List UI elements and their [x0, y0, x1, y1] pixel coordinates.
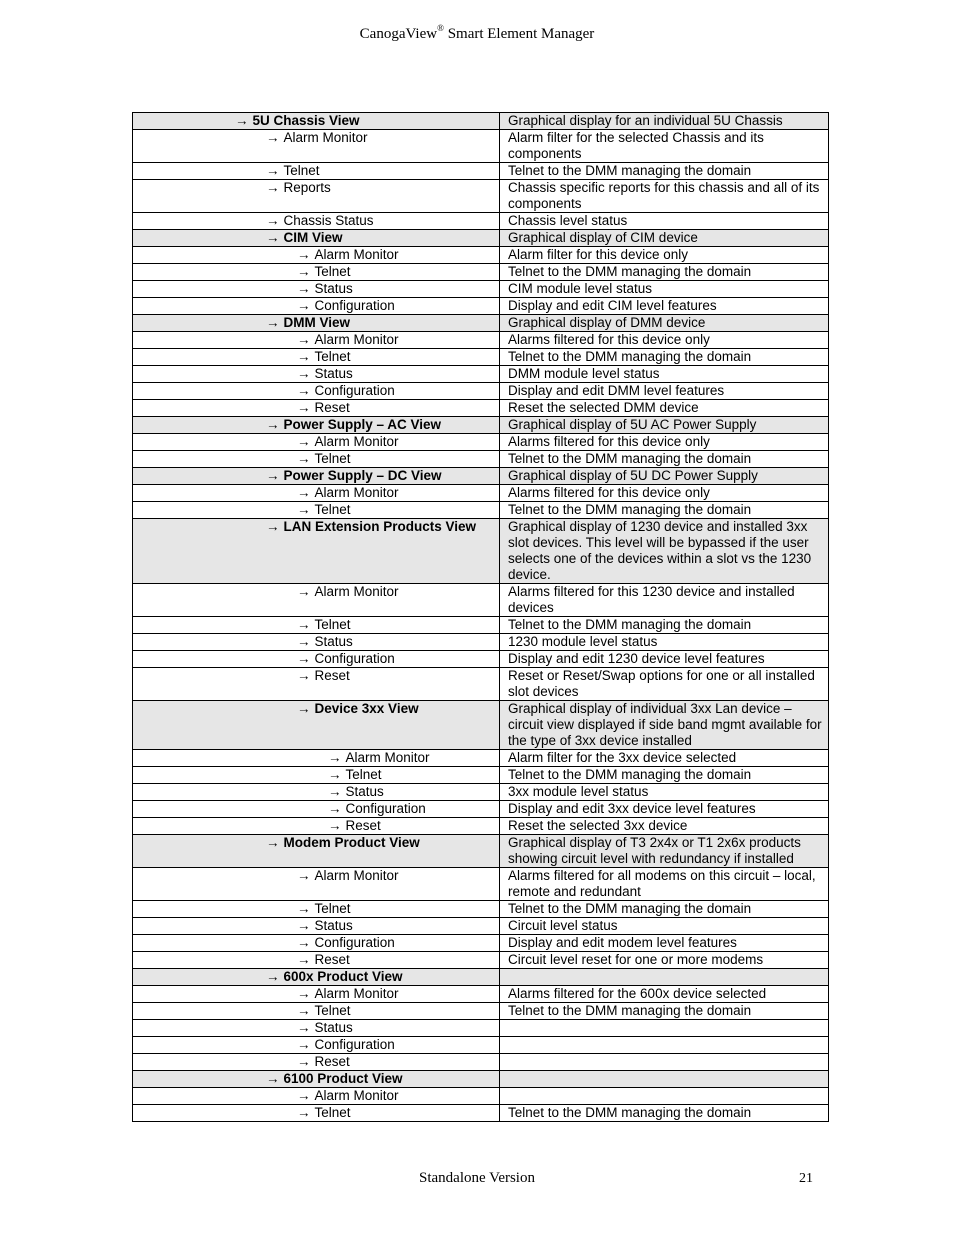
feature-item-label: Telnet	[345, 767, 382, 782]
feature-item-cell	[133, 1003, 500, 1020]
feature-item-label: CIM View	[283, 230, 343, 245]
table-row	[133, 750, 829, 767]
arrow-right-icon: →	[266, 130, 280, 145]
feature-description: Circuit level status	[500, 918, 829, 935]
feature-item-label: Status	[314, 366, 353, 381]
feature-item-cell	[133, 767, 500, 784]
feature-description: Display and edit 1230 device level features	[500, 651, 829, 668]
table-row	[133, 180, 829, 213]
feature-item-label: Configuration	[314, 651, 395, 666]
feature-item-label: LAN Extension Products View	[283, 519, 477, 534]
table-section-row	[133, 519, 829, 584]
table-row	[133, 952, 829, 969]
feature-item-label: Configuration	[345, 801, 426, 816]
arrow-right-icon: →	[328, 750, 342, 765]
arrow-right-icon: →	[297, 332, 311, 347]
feature-description: Reset or Reset/Swap options for one or all installed slot devices	[500, 668, 829, 701]
feature-item-label: Status	[314, 634, 353, 649]
arrow-right-icon: →	[266, 969, 280, 984]
feature-description: Telnet to the DMM managing the domain	[500, 451, 829, 468]
feature-description: Alarms filtered for the 600x device selected	[500, 986, 829, 1003]
arrow-right-icon: →	[297, 264, 311, 279]
feature-description: Alarms filtered for this 1230 device and installed devices	[500, 584, 829, 617]
table-row	[133, 617, 829, 634]
feature-description: Reset the selected DMM device	[500, 400, 829, 417]
arrow-right-icon: →	[297, 901, 311, 916]
arrow-right-icon: →	[328, 801, 342, 816]
feature-description: Chassis specific reports for this chassis and all of its components	[500, 180, 829, 213]
header-title: CanogaView	[359, 26, 438, 42]
arrow-right-icon: →	[297, 651, 311, 666]
feature-item-label: Configuration	[314, 298, 395, 313]
table-row	[133, 383, 829, 400]
feature-item-label: Chassis Status	[283, 213, 374, 228]
arrow-right-icon: →	[297, 400, 311, 415]
table-section-row	[133, 315, 829, 332]
table-row	[133, 1054, 829, 1071]
feature-description: Graphical display of T3 2x4x or T1 2x6x products showing circuit level with redundancy if installed	[500, 835, 829, 868]
arrow-right-icon: →	[297, 584, 311, 599]
arrow-right-icon: →	[266, 835, 280, 850]
feature-description: Graphical display of 1230 device and installed 3xx slot devices. This level will be bypassed if the user selects one of the devices within a slot vs the 1230 device.	[500, 519, 829, 584]
arrow-right-icon: →	[297, 1105, 311, 1120]
table-section-row	[133, 1071, 829, 1088]
feature-description: Alarms filtered for all modems on this circuit – local, remote and redundant	[500, 868, 829, 901]
arrow-right-icon: →	[297, 247, 311, 262]
feature-item-label: Alarm Monitor	[314, 247, 399, 262]
arrow-right-icon: →	[297, 281, 311, 296]
feature-item-label: Alarm Monitor	[345, 750, 430, 765]
arrow-right-icon: →	[297, 383, 311, 398]
feature-item-cell	[133, 818, 500, 835]
feature-description: Telnet to the DMM managing the domain	[500, 1105, 829, 1122]
feature-description: Graphical display of CIM device	[500, 230, 829, 247]
feature-description	[500, 1088, 829, 1105]
feature-item-label: Status	[314, 918, 353, 933]
feature-item-label: Telnet	[314, 264, 351, 279]
feature-description: Telnet to the DMM managing the domain	[500, 1003, 829, 1020]
feature-description	[500, 1020, 829, 1037]
feature-item-cell	[133, 918, 500, 935]
feature-item-cell	[133, 1037, 500, 1054]
feature-item-label: Status	[314, 1020, 353, 1035]
table-row	[133, 767, 829, 784]
table-row	[133, 349, 829, 366]
feature-item-label: Telnet	[314, 901, 351, 916]
table-row	[133, 1020, 829, 1037]
feature-item-label: Alarm Monitor	[314, 332, 399, 347]
feature-description: Graphical display of DMM device	[500, 315, 829, 332]
feature-description	[500, 1071, 829, 1088]
table-row	[133, 213, 829, 230]
feature-description: Display and edit CIM level features	[500, 298, 829, 315]
feature-item-label: Configuration	[314, 935, 395, 950]
feature-item-cell	[133, 935, 500, 952]
arrow-right-icon: →	[297, 935, 311, 950]
table-row	[133, 986, 829, 1003]
feature-item-label: 5U Chassis View	[252, 113, 360, 128]
feature-item-cell	[133, 701, 500, 750]
arrow-right-icon: →	[266, 230, 280, 245]
feature-description: Telnet to the DMM managing the domain	[500, 349, 829, 366]
feature-item-label: Telnet	[283, 163, 320, 178]
table-row	[133, 298, 829, 315]
feature-item-cell	[133, 130, 500, 163]
table-row	[133, 130, 829, 163]
registered-mark: ®	[437, 23, 444, 33]
feature-item-cell	[133, 986, 500, 1003]
feature-item-cell	[133, 668, 500, 701]
feature-item-label: Telnet	[314, 617, 351, 632]
arrow-right-icon: →	[266, 1071, 280, 1086]
table-row	[133, 668, 829, 701]
feature-description: Reset the selected 3xx device	[500, 818, 829, 835]
table-row	[133, 935, 829, 952]
feature-item-label: Status	[345, 784, 384, 799]
feature-item-cell	[133, 750, 500, 767]
feature-item-label: Reset	[314, 952, 350, 967]
feature-item-cell	[133, 651, 500, 668]
table-row	[133, 332, 829, 349]
feature-item-cell	[133, 230, 500, 247]
feature-item-cell	[133, 434, 500, 451]
table-row	[133, 366, 829, 383]
arrow-right-icon: →	[266, 180, 280, 195]
feature-item-cell	[133, 213, 500, 230]
feature-description: Alarms filtered for this device only	[500, 485, 829, 502]
feature-description: Display and edit DMM level features	[500, 383, 829, 400]
table-row	[133, 264, 829, 281]
table-row	[133, 502, 829, 519]
feature-item-cell	[133, 634, 500, 651]
table-row	[133, 818, 829, 835]
feature-description: Telnet to the DMM managing the domain	[500, 264, 829, 281]
feature-description: Alarms filtered for this device only	[500, 434, 829, 451]
feature-item-cell	[133, 417, 500, 434]
arrow-right-icon: →	[297, 1020, 311, 1035]
feature-description: CIM module level status	[500, 281, 829, 298]
feature-description: Graphical display of 5U AC Power Supply	[500, 417, 829, 434]
feature-item-label: Status	[314, 281, 353, 296]
feature-item-cell	[133, 969, 500, 986]
feature-item-label: Alarm Monitor	[314, 986, 399, 1001]
table-section-row	[133, 701, 829, 750]
feature-item-label: Telnet	[314, 1105, 351, 1120]
feature-item-cell	[133, 451, 500, 468]
table-row	[133, 784, 829, 801]
table-row	[133, 1088, 829, 1105]
feature-description: Graphical display of 5U DC Power Supply	[500, 468, 829, 485]
feature-item-label: Reports	[283, 180, 331, 195]
arrow-right-icon: →	[328, 818, 342, 833]
feature-description: Graphical display of individual 3xx Lan device – circuit view displayed if side band mgmt available for the type of 3xx device installed	[500, 701, 829, 750]
table-section-row	[133, 468, 829, 485]
feature-description: Telnet to the DMM managing the domain	[500, 502, 829, 519]
table-row	[133, 1003, 829, 1020]
table-section-row	[133, 417, 829, 434]
arrow-right-icon: →	[297, 986, 311, 1001]
feature-item-label: Telnet	[314, 451, 351, 466]
feature-description	[500, 969, 829, 986]
feature-description: Telnet to the DMM managing the domain	[500, 163, 829, 180]
feature-item-cell	[133, 163, 500, 180]
table-row	[133, 1037, 829, 1054]
arrow-right-icon: →	[328, 767, 342, 782]
feature-item-label: Configuration	[314, 383, 395, 398]
table-row	[133, 584, 829, 617]
arrow-right-icon: →	[297, 451, 311, 466]
arrow-right-icon: →	[266, 213, 280, 228]
feature-item-cell	[133, 519, 500, 584]
feature-item-cell	[133, 1088, 500, 1105]
footer-version: Standalone Version	[419, 1170, 535, 1186]
feature-item-cell	[133, 901, 500, 918]
feature-description: 1230 module level status	[500, 634, 829, 651]
feature-item-cell	[133, 468, 500, 485]
feature-description: Graphical display for an individual 5U Chassis	[500, 113, 829, 130]
feature-description: 3xx module level status	[500, 784, 829, 801]
feature-item-label: Alarm Monitor	[314, 584, 399, 599]
feature-item-label: DMM View	[283, 315, 351, 330]
page-header	[0, 23, 954, 43]
feature-item-cell	[133, 868, 500, 901]
feature-item-cell	[133, 835, 500, 868]
feature-item-label: Alarm Monitor	[283, 130, 368, 145]
feature-description: Alarm filter for this device only	[500, 247, 829, 264]
feature-item-cell	[133, 298, 500, 315]
feature-description: Display and edit modem level features	[500, 935, 829, 952]
page-number: 21	[799, 1171, 813, 1186]
feature-item-cell	[133, 617, 500, 634]
feature-table-body	[133, 113, 829, 1122]
feature-item-cell	[133, 332, 500, 349]
arrow-right-icon: →	[266, 468, 280, 483]
feature-description: Display and edit 3xx device level features	[500, 801, 829, 818]
feature-item-cell	[133, 383, 500, 400]
feature-item-label: Device 3xx View	[314, 701, 419, 716]
feature-item-cell	[133, 366, 500, 383]
arrow-right-icon: →	[297, 701, 311, 716]
feature-description	[500, 1037, 829, 1054]
table-row	[133, 281, 829, 298]
table-row	[133, 634, 829, 651]
table-row	[133, 163, 829, 180]
arrow-right-icon: →	[328, 784, 342, 799]
feature-item-cell	[133, 801, 500, 818]
feature-item-label: Configuration	[314, 1037, 395, 1052]
arrow-right-icon: →	[297, 1088, 311, 1103]
feature-item-cell	[133, 502, 500, 519]
table-row	[133, 651, 829, 668]
arrow-right-icon: →	[297, 485, 311, 500]
arrow-right-icon: →	[266, 163, 280, 178]
table-section-row	[133, 969, 829, 986]
arrow-right-icon: →	[297, 298, 311, 313]
feature-item-label: Modem Product View	[283, 835, 420, 850]
feature-item-label: Reset	[345, 818, 381, 833]
arrow-right-icon: →	[297, 868, 311, 883]
arrow-right-icon: →	[297, 668, 311, 683]
feature-item-label: Alarm Monitor	[314, 485, 399, 500]
table-row	[133, 918, 829, 935]
feature-item-cell	[133, 180, 500, 213]
feature-item-label: Reset	[314, 668, 350, 683]
feature-description: Alarms filtered for this device only	[500, 332, 829, 349]
arrow-right-icon: →	[297, 1003, 311, 1018]
feature-description: Alarm filter for the selected Chassis and its components	[500, 130, 829, 163]
feature-item-cell	[133, 1105, 500, 1122]
feature-item-label: Reset	[314, 400, 350, 415]
arrow-right-icon: →	[297, 366, 311, 381]
feature-description	[500, 1054, 829, 1071]
header-subtitle: Smart Element Manager	[447, 26, 595, 42]
table-section-row	[133, 230, 829, 247]
feature-item-cell	[133, 584, 500, 617]
feature-item-cell	[133, 315, 500, 332]
arrow-right-icon: →	[297, 1054, 311, 1069]
feature-item-label: Telnet	[314, 349, 351, 364]
feature-item-label: Alarm Monitor	[314, 868, 399, 883]
feature-item-cell	[133, 400, 500, 417]
arrow-right-icon: →	[297, 617, 311, 632]
feature-item-cell	[133, 113, 500, 130]
feature-item-cell	[133, 1054, 500, 1071]
feature-item-label: Reset	[314, 1054, 350, 1069]
feature-item-label: Power Supply – DC View	[283, 468, 442, 483]
table-section-row	[133, 835, 829, 868]
feature-description: DMM module level status	[500, 366, 829, 383]
arrow-right-icon: →	[297, 1037, 311, 1052]
feature-item-label: 6100 Product View	[283, 1071, 403, 1086]
arrow-right-icon: →	[297, 434, 311, 449]
arrow-right-icon: →	[297, 918, 311, 933]
feature-item-cell	[133, 349, 500, 366]
feature-item-label: 600x Product View	[283, 969, 403, 984]
feature-description: Telnet to the DMM managing the domain	[500, 617, 829, 634]
table-row	[133, 901, 829, 918]
feature-item-label: Telnet	[314, 1003, 351, 1018]
feature-item-label: Power Supply – AC View	[283, 417, 442, 432]
feature-item-cell	[133, 1020, 500, 1037]
arrow-right-icon: →	[235, 113, 249, 128]
table-row	[133, 868, 829, 901]
feature-item-cell	[133, 281, 500, 298]
feature-table	[132, 112, 829, 1122]
arrow-right-icon: →	[266, 519, 280, 534]
table-section-row	[133, 113, 829, 130]
table-row	[133, 400, 829, 417]
arrow-right-icon: →	[297, 349, 311, 364]
table-row	[133, 247, 829, 264]
arrow-right-icon: →	[297, 952, 311, 967]
feature-description: Telnet to the DMM managing the domain	[500, 767, 829, 784]
feature-description: Chassis level status	[500, 213, 829, 230]
feature-item-cell	[133, 247, 500, 264]
feature-description: Circuit level reset for one or more modems	[500, 952, 829, 969]
feature-item-label: Alarm Monitor	[314, 434, 399, 449]
feature-description: Telnet to the DMM managing the domain	[500, 901, 829, 918]
table-row	[133, 485, 829, 502]
feature-item-cell	[133, 952, 500, 969]
feature-item-cell	[133, 485, 500, 502]
table-row	[133, 801, 829, 818]
arrow-right-icon: →	[266, 417, 280, 432]
arrow-right-icon: →	[297, 634, 311, 649]
feature-item-cell	[133, 264, 500, 281]
table-row	[133, 434, 829, 451]
feature-item-label: Telnet	[314, 502, 351, 517]
feature-item-label: Alarm Monitor	[314, 1088, 399, 1103]
table-row	[133, 1105, 829, 1122]
table-row	[133, 451, 829, 468]
feature-item-cell	[133, 784, 500, 801]
feature-description: Alarm filter for the 3xx device selected	[500, 750, 829, 767]
arrow-right-icon: →	[266, 315, 280, 330]
feature-item-cell	[133, 1071, 500, 1088]
arrow-right-icon: →	[297, 502, 311, 517]
